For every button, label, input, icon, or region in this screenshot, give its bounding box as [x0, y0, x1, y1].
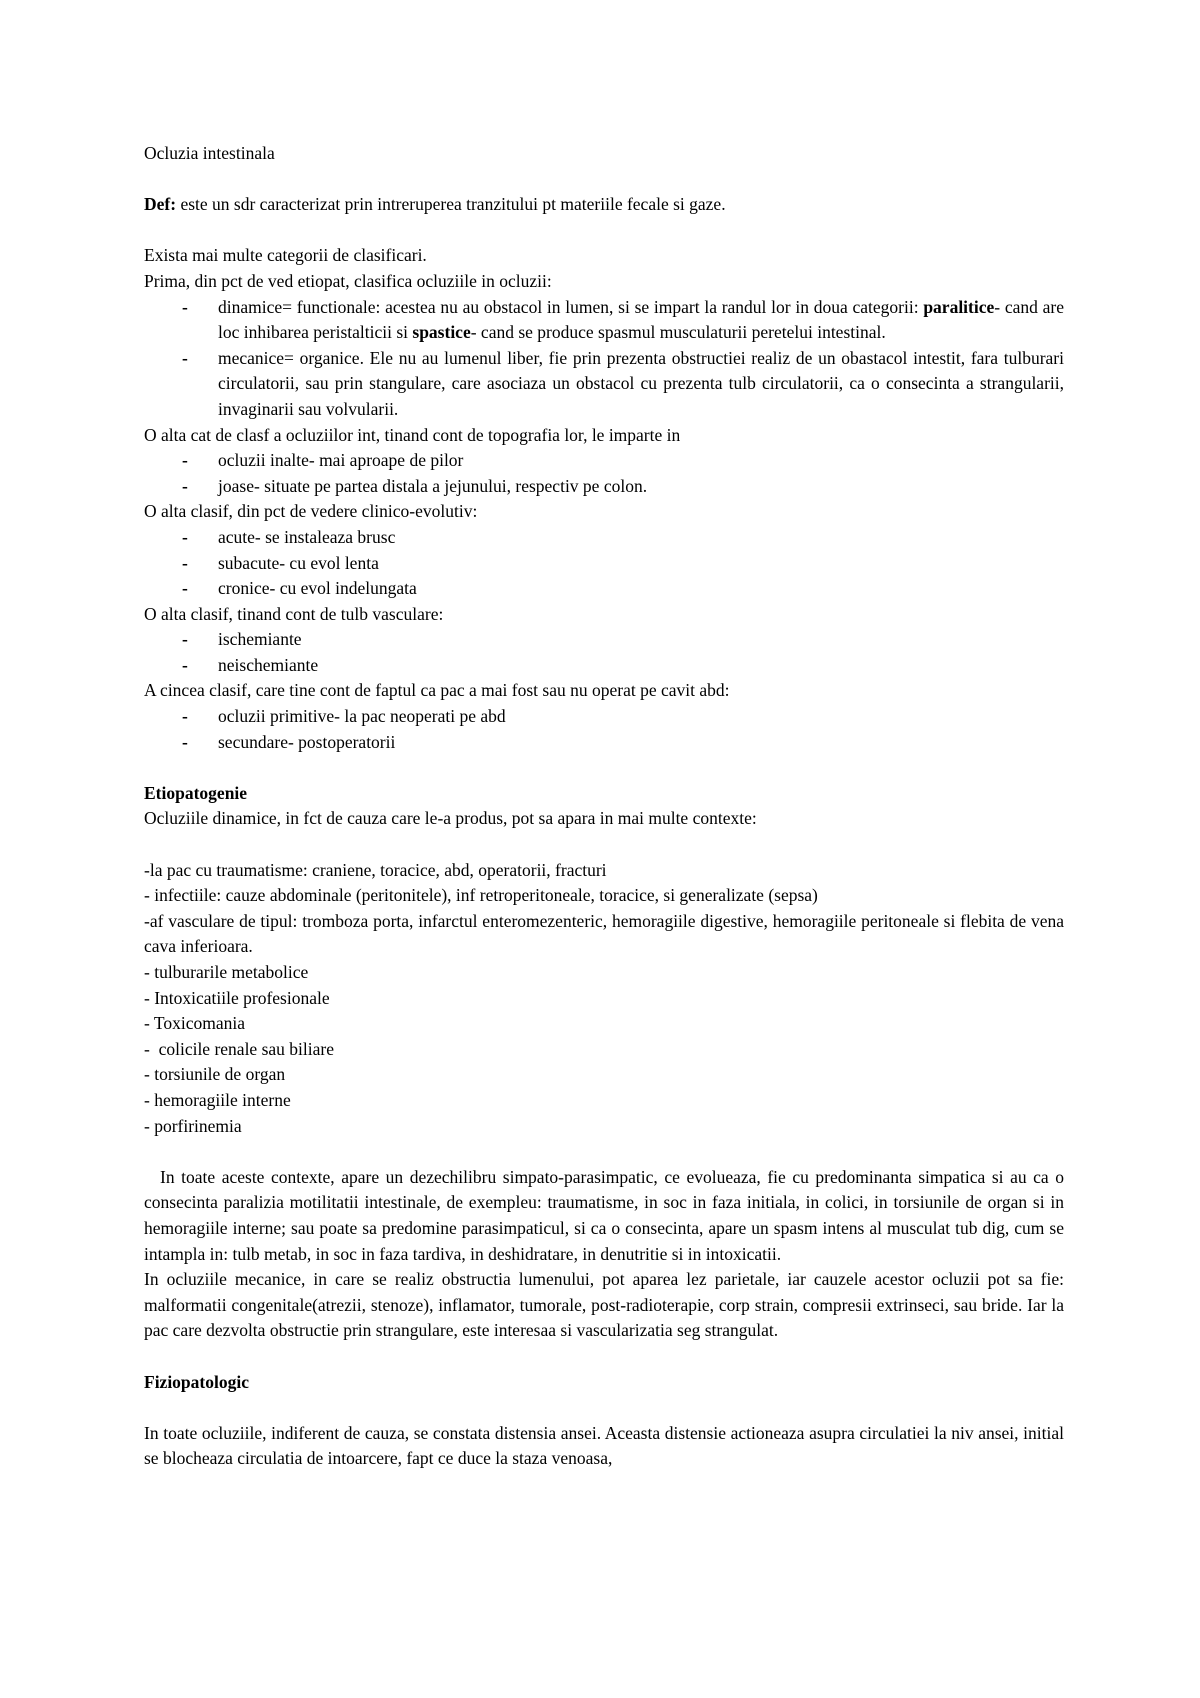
clinico-intro: O alta clasif, din pct de vedere clinico-evolutiv: [144, 501, 478, 522]
context-line: - infectiile: cauze abdominale (peritonitele), inf retroperitoneale, toracice, si generalizate (sepsa) [144, 885, 818, 906]
vasculare-intro: O alta clasif, tinand cont de tulb vasculare: [144, 603, 444, 624]
dinamice-text: dinamice= functionale: acestea nu au obstacol in lumen, si se impart la randul lor in doua categorii: [218, 296, 924, 317]
paralitice-term: paralitice [923, 296, 995, 317]
etiopatogenie-intro: Ocluziile dinamice, in fct de cauza care le-a produs, pot sa apara in mai multe contexte: [144, 808, 757, 829]
document-page [144, 141, 1064, 1472]
context-line: - torsiunile de organ [144, 1064, 286, 1085]
context-line: - Toxicomania [144, 1013, 245, 1034]
classification-intro: Exista mai multe categorii de clasificari. [144, 245, 427, 266]
topografie-intro: O alta cat de clasf a ocluziilor int, tinand cont de topografia lor, le imparte in [144, 424, 681, 445]
spacer [144, 1344, 1064, 1370]
spacer [144, 1139, 1064, 1165]
fiziopatologic-paragraph: In toate ocluziile, indiferent de cauza, se constata distensia ansei. Aceasta distensie actioneaza asupra circulatiei la niv ansei, initial se blocheaza circulatia de intoarcere, fapt ce duce la staza venoasa, [144, 1422, 1064, 1469]
context-line: -la pac cu traumatisme: craniene, toracice, abd, operatorii, fracturi [144, 859, 607, 880]
context-line: - tulburarile metabolice [144, 962, 309, 982]
spacer [144, 218, 1064, 244]
context-line: -af vasculare de tipul: tromboza porta, infarctul enteromezenteric, hemoragiile digestive, hemoragiile peritoneale si flebita de vena cava inferioara. [144, 910, 1064, 957]
context-line: - porfirinemia [144, 1115, 242, 1136]
list-item: - ischemiante [218, 627, 1064, 653]
etiopatogenie-paragraph-1: In toate aceste contexte, apare un dezechilibru simpato-parasimpatic, ce evolueaza, fie cu predominanta simpatica si au ca o consecinta paralizia motilitatii intestinale, de exempleu: traumatisme, in soc in faza initiala, in colici, in torsiunile de organ si in hemoragiile interne; sau poate sa predomine parasimpaticul, si ca o consecinta, apare un spasm intens al musculat tub dig, cum se intampla in: tulb metab, in soc in faza tardiva, in deshidratare, in denutritie si in intoxicatii. [144, 1166, 1064, 1264]
context-line: - Intoxicatiile profesionale [144, 987, 330, 1008]
list-item: - secundare- postoperatorii [218, 730, 1064, 756]
spastice-term: spastice [412, 322, 471, 343]
spacer [144, 167, 1064, 193]
operat-list [144, 704, 1064, 755]
operat-intro: A cincea clasif, care tine cont de faptul ca pac a mai fost sau nu operat pe cavit abd: [144, 680, 730, 701]
document-title: Ocluzia intestinala [144, 143, 275, 163]
etiopatogenie-paragraph-2: In ocluziile mecanice, in care se realiz obstructia lumenului, pot aparea lez parietale, iar cauzele acestor ocluzii pot sa fie: malformatii congenitale(atrezii, stenoze), inflamator, tumorale, post-radioterapie, corp strain, compresii extrinseci, sau bride. Iar la pac care dezvolta obstructie prin strangulare, este interesaa si vascularizatia seg strangulat. [144, 1269, 1064, 1341]
context-line: - hemoragiile interne [144, 1089, 291, 1110]
list-item: - subacute- cu evol lenta [218, 551, 1064, 577]
list-item: - ocluzii primitive- la pac neoperati pe abd [218, 704, 1064, 730]
list-item: - cronice- cu evol indelungata [218, 576, 1064, 602]
fiziopatologic-heading: Fiziopatologic [144, 1371, 249, 1392]
definition-text: este un sdr caracterizat prin intreruperea tranzitului pt materiile fecale si gaze. [176, 194, 726, 215]
list-item: - acute- se instaleaza brusc [218, 525, 1064, 551]
topografie-list [144, 448, 1064, 499]
list-item-dinamice [218, 295, 1064, 346]
clinico-list [144, 525, 1064, 602]
list-item-mecanice: - mecanice= organice. Ele nu au lumenul liber, fie prin prezenta obstructiei realiz de un obastacol intestit, fara tulburari circulatorii, sau prin stangulare, care asociaza un obstacol cu prezenta tulb circulatorii, ca o consecinta a strangularii, invaginarii sau volvularii. [218, 346, 1064, 423]
etiopat-intro: Prima, din pct de ved etiopat, clasifica ocluziile in ocluzii: [144, 270, 552, 291]
dinamice-text-3: - cand se produce spasmul musculaturii peretelui intestinal. [470, 322, 886, 343]
vasculare-list [144, 627, 1064, 678]
definition-paragraph [144, 192, 1064, 218]
etiopatogenie-heading: Etiopatogenie [144, 782, 248, 803]
list-item: - ocluzii inalte- mai aproape de pilor [218, 448, 1064, 474]
spacer [144, 755, 1064, 781]
context-line: - colicile renale sau biliare [144, 1038, 334, 1059]
dinamice-text-2: - cand are loc inhibarea peristalticii si [218, 296, 1064, 343]
definition-label: Def: [144, 194, 177, 215]
list-item: - joase- situate pe partea distala a jejunului, respectiv pe colon. [218, 474, 1064, 500]
etiopat-list [144, 295, 1064, 423]
spacer [144, 832, 1064, 858]
spacer [144, 1395, 1064, 1421]
list-item: - neischemiante [218, 653, 1064, 679]
